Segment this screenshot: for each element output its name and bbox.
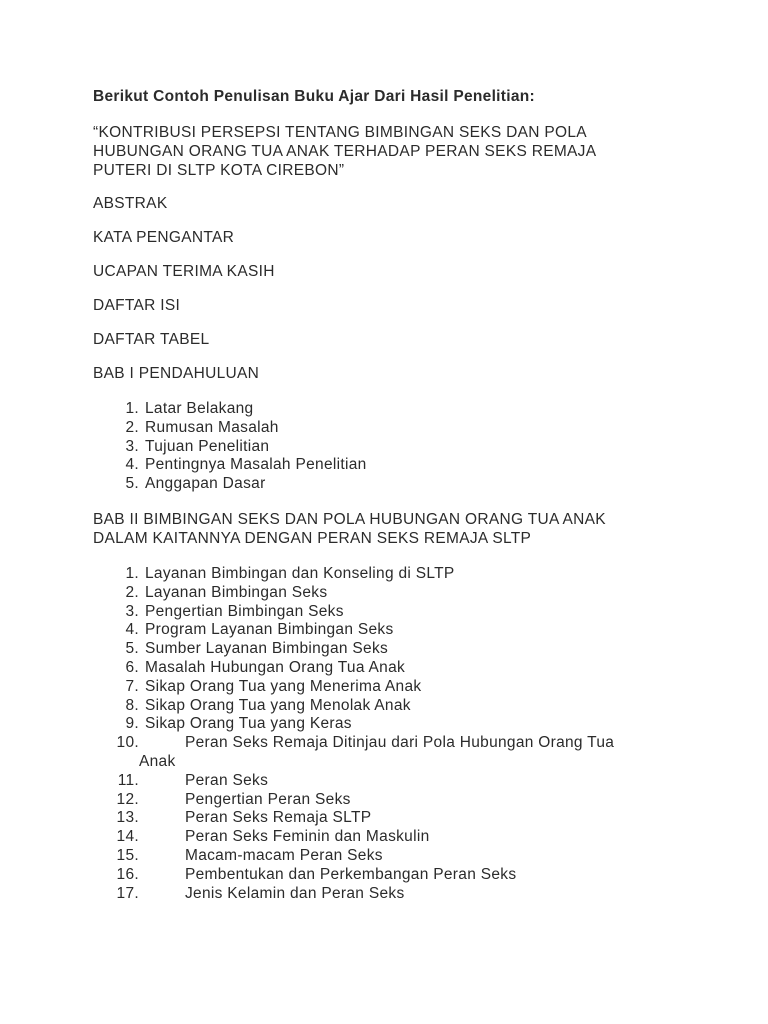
chapter-title-line: BAB II BIMBINGAN SEKS DAN POLA HUBUNGAN ORANG TUA ANAK [93,510,606,528]
list-item [93,621,693,640]
list-text: Pembentukan dan Perkembangan Peran Seks [185,865,517,883]
list-number: 3. [125,602,139,620]
list-text: Peran Seks [185,771,269,789]
list-text [139,734,614,772]
list-text: Pentingnya Masalah Penelitian [145,456,367,474]
list-text: Sikap Orang Tua yang Menolak Anak [145,696,411,714]
list-item [93,400,693,419]
list-number: 1. [125,400,139,417]
document-page [93,87,693,919]
list-item [93,866,693,885]
section-ucapan-terima-kasih: UCAPAN TERIMA KASIH [93,263,275,280]
list-item [93,791,693,810]
research-title-line: PUTERI DI SLTP KOTA CIREBON” [93,162,345,179]
list-number: 12. [116,790,139,808]
list-text: Latar Belakang [145,400,254,417]
list-number: 13. [116,809,139,827]
list-text: Pengertian Bimbingan Seks [145,602,344,620]
list-item [93,584,693,603]
chapter-bab-1-title: BAB I PENDAHULUAN [93,365,260,382]
list-number: 5. [125,640,139,658]
document-heading: Berikut Contoh Penulisan Buku Ajar Dari Hasil Penelitian: [93,88,535,105]
list-text: Pengertian Peran Seks [185,790,351,808]
list-item [93,456,693,475]
research-title-line: HUBUNGAN ORANG TUA ANAK TERHADAP PERAN SEKS REMAJA [93,143,597,160]
list-number: 3. [125,437,139,455]
list-item [93,715,693,734]
list-number: 4. [125,621,139,639]
list-item [93,659,693,678]
bab-1-list [93,400,693,494]
list-item [93,828,693,847]
list-number: 1. [125,564,139,582]
list-item [93,565,693,584]
bab-2-list [93,565,693,734]
list-text: Anggapan Dasar [145,475,266,493]
list-text: Layanan Bimbingan Seks [145,583,328,601]
list-number: 8. [125,696,139,714]
bab-2-list-continued [93,734,693,903]
list-text: Peran Seks Feminin dan Maskulin [185,828,430,846]
section-abstrak: ABSTRAK [93,195,168,212]
list-text: Sikap Orang Tua yang Menerima Anak [145,677,422,695]
research-title-line: “KONTRIBUSI PERSEPSI TENTANG BIMBINGAN SEKS DAN POLA [93,124,587,141]
list-number: 17. [116,884,139,902]
list-number: 6. [125,658,139,676]
list-text: Peran Seks Remaja SLTP [185,809,372,827]
list-text: Rumusan Masalah [145,418,279,436]
list-text: Jenis Kelamin dan Peran Seks [185,884,405,902]
section-daftar-tabel: DAFTAR TABEL [93,331,210,348]
list-item [93,678,693,697]
list-item [93,640,693,659]
list-number: 16. [116,865,139,883]
list-item [93,603,693,622]
list-item [93,847,693,866]
list-text: Macam-macam Peran Seks [185,846,383,864]
list-text: Masalah Hubungan Orang Tua Anak [145,658,406,676]
list-item [93,475,693,494]
list-number: 14. [116,828,139,846]
list-text: Program Layanan Bimbingan Seks [145,621,394,639]
list-item [93,697,693,716]
list-number: 2. [125,418,139,436]
list-text-line: Peran Seks Remaja Ditinjau dari Pola Hubungan Orang Tua [185,734,615,752]
list-item [93,438,693,457]
list-number: 2. [125,583,139,601]
list-text-continuation: Anak [139,752,176,770]
chapter-title-line: DALAM KAITANNYA DENGAN PERAN SEKS REMAJA SLTP [93,529,532,547]
section-kata-pengantar: KATA PENGANTAR [93,229,235,246]
list-number: 10. [116,734,139,752]
list-number: 7. [125,677,139,695]
list-number: 4. [125,456,139,474]
list-text: Layanan Bimbingan dan Konseling di SLTP [145,564,455,582]
list-item [93,885,693,904]
list-item [93,419,693,438]
list-item [93,809,693,828]
list-number: 9. [125,715,139,733]
list-item [93,734,693,772]
research-title [93,123,693,180]
list-text: Sumber Layanan Bimbingan Seks [145,640,389,658]
list-text: Sikap Orang Tua yang Keras [145,715,352,733]
list-number: 15. [116,846,139,864]
list-text: Tujuan Penelitian [145,437,270,455]
section-daftar-isi: DAFTAR ISI [93,297,181,314]
list-number: 11. [117,771,139,789]
chapter-bab-2-title [93,510,693,548]
list-number: 5. [125,475,139,493]
list-item [93,772,693,791]
